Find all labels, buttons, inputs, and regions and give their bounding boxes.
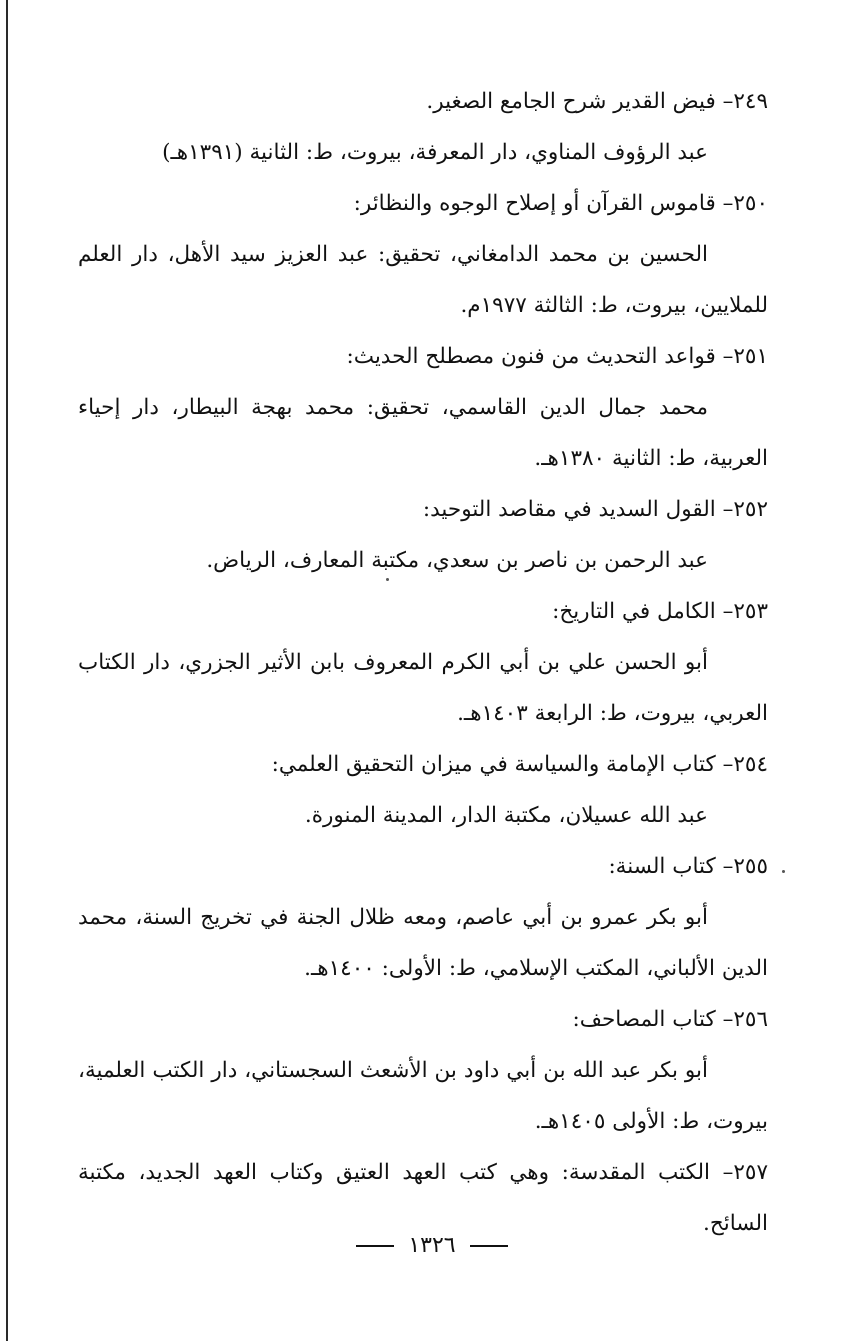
page-number: ١٣٢٦ [408,1233,456,1258]
entry-250-details-line-2: للملايين، بيروت، ط: الثالثة ١٩٧٧م. [460,293,768,318]
bibliography-list [78,76,768,1249]
entry-252-title-line: ٢٥٢– القول السديد في مقاصد التوحيد: [422,497,768,522]
entry-253-details-line-1: أبو الحسن علي بن أبي الكرم المعروف بابن الأثير الجزري، دار الكتاب [78,650,708,675]
entry-253-title-line: ٢٥٣– الكامل في التاريخ: [552,599,768,624]
entry-249-title-line: ٢٤٩– فيض القدير شرح الجامع الصغير. [426,89,768,114]
entry-249-details: عبد الرؤوف المناوي، دار المعرفة، بيروت، ط: الثانية (١٣٩١هـ) [162,140,708,165]
entry-256-details-line-2: بيروت، ط: الأولى ١٤٠٥هـ. [534,1109,768,1134]
entry-256-title-line: ٢٥٦– كتاب المصاحف: [572,1007,768,1032]
page-footer [0,1226,864,1266]
entry-253-details-line-2: العربي، بيروت، ط: الرابعة ١٤٠٣هـ. [457,701,768,726]
entry-255-title-line: ٢٥٥– كتاب السنة: [608,854,768,879]
entry-250-details-line-1: الحسين بن محمد الدامغاني، تحقيق: عبد العزيز سيد الأهل، دار العلم [78,242,708,267]
entry-254-details: عبد الله عسيلان، مكتبة الدار، المدينة المنورة. [304,803,708,828]
entry-255-details-line-2: الدين الألباني، المكتب الإسلامي، ط: الأولى: ١٤٠٠هـ. [304,956,768,981]
footer-dash [470,1245,508,1247]
page-edge-rule [6,0,8,1341]
entry-251-title-line: ٢٥١– قواعد التحديث من فنون مصطلح الحديث: [346,344,768,369]
entry-257-title-line: ٢٥٧– الكتب المقدسة: وهي كتب العهد العتيق وكتاب العهد الجديد، مكتبة [78,1160,768,1185]
entry-251-details-line-1: محمد جمال الدين القاسمي، تحقيق: محمد بهجة البيطار، دار إحياء [78,395,708,420]
scan-speck [782,870,785,873]
footer-dash [356,1245,394,1247]
entry-251-details-line-2: العربية، ط: الثانية ١٣٨٠هـ. [534,446,768,471]
entry-256-details-line-1: أبو بكر عبد الله بن أبي داود بن الأشعث السجستاني، دار الكتب العلمية، [78,1058,708,1083]
entry-257-details-line: السائح. [703,1211,768,1236]
entry-255-details-line-1: أبو بكر عمرو بن أبي عاصم، ومعه ظلال الجنة في تخريج السنة، محمد [78,905,708,930]
entry-254-title-line: ٢٥٤– كتاب الإمامة والسياسة في ميزان التحقيق العلمي: [271,752,768,777]
entry-252-details: عبد الرحمن بن ناصر بن سعدي، مكتبة المعارف، الرياض. [206,548,708,573]
entry-250-title-line: ٢٥٠– قاموس القرآن أو إصلاح الوجوه والنظائر: [353,191,768,216]
